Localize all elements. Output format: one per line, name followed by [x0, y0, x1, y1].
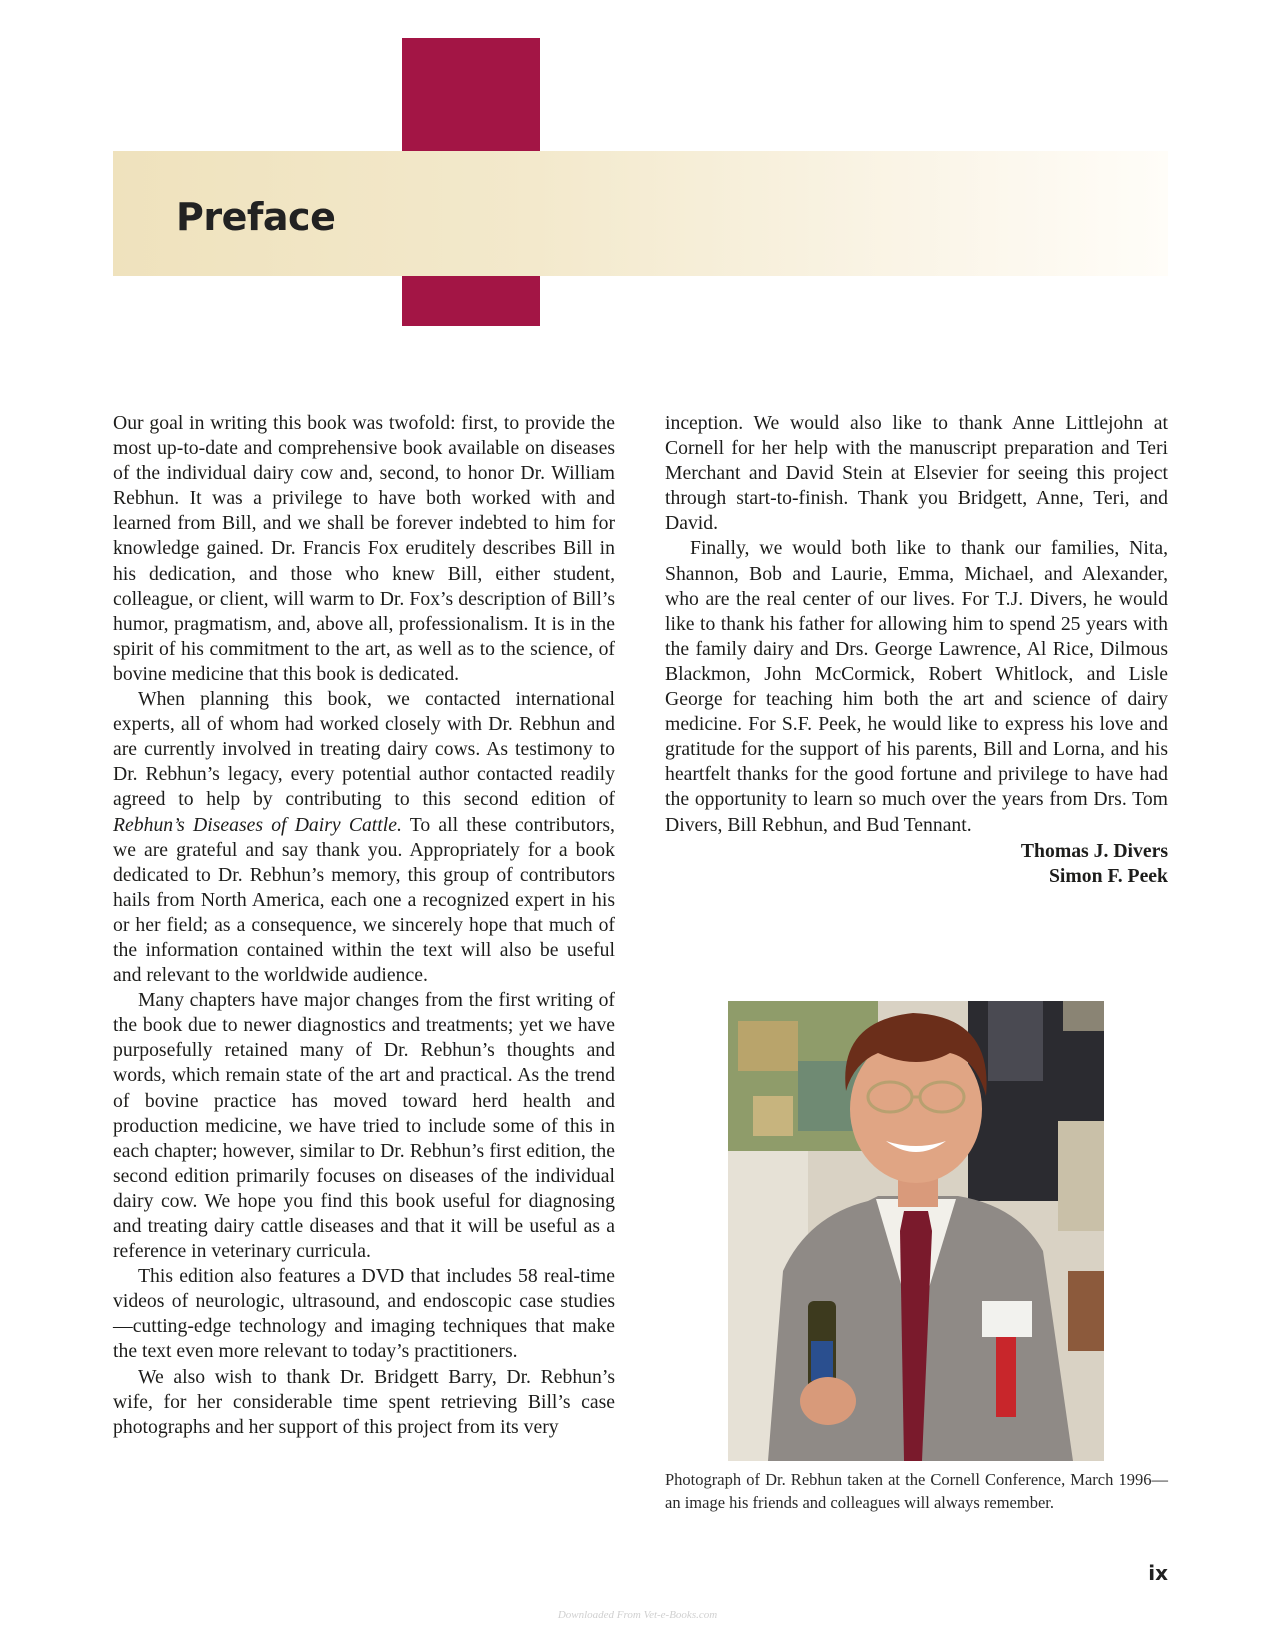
- paragraph: Our goal in writing this book was twofold: first, to provide the most up-to-date and comprehensive book available on diseases of the individual dairy cow and, second, to honor Dr. William Rebhun. It was a privilege to have both worked with and learned from Bill, and we shall be forever indebted to him for knowledge gained. Dr. Francis Fox eruditely describes Bill in his dedication, and those who knew Bill, either student, colleague, or client, will warm to Dr. Fox’s description of Bill’s humor, pragmatism, and, above all, professionalism. It is in the spirit of his commitment to the art, as well as to the science, of bovine medicine that this book is dedicated.: [113, 412, 615, 685]
- paragraph: When planning this book, we contacted international experts, all of whom had worked closely with Dr. Rebhun and are currently involved in treating dairy cows. As testimony to Dr. Rebhun’s legacy, every potential author contacted readily agreed to help by contributing to this second edition of Rebhun’s Diseases of Dairy Cattle. To all these contributors, we are grateful and say thank you. Appropriately for a book dedicated to Dr. Rebhun’s memory, this group of contributors hails from North America, each one a recognized expert in his or her field; as a consequence, we sincerely hope that much of the information contained within the text will also be useful and relevant to the worldwide audience.: [113, 688, 615, 987]
- crimson-accent-bottom: [402, 276, 540, 326]
- title-band: [113, 151, 1168, 276]
- paragraph: This edition also features a DVD that includes 58 real-time videos of neurologic, ultrasound, and endoscopic case studies—cutting-edge technology and imaging techniques that make the text even more relevant to today’s practitioners.: [113, 1265, 615, 1363]
- page-number: ix: [1148, 1561, 1168, 1585]
- paragraph: Many chapters have major changes from the first writing of the book due to newer diagnostics and treatments; yet we have purposefully retained many of Dr. Rebhun’s thoughts and words, which remain state of the art and practical. As the trend of bovine practice has moved toward herd health and production medicine, we have tried to include some of this in each chapter; however, similar to Dr. Rebhun’s first edition, the second edition primarily focuses on diseases of the individual dairy cow. We hope you find this book useful for diagnosing and treating dairy cattle diseases and that it will be useful as a reference in veterinary curricula.: [113, 989, 615, 1263]
- signature-author-2: Simon F. Peek: [1048, 864, 1168, 887]
- right-text-column: [665, 411, 1168, 889]
- left-text-column: [113, 411, 615, 1440]
- signature-author-1: Thomas J. Divers: [1020, 839, 1168, 862]
- signature-block: [665, 839, 1168, 889]
- paragraph: We also wish to thank Dr. Bridgett Barry, Dr. Rebhun’s wife, for her considerable time spent retrieving Bill’s case photographs and her support of this project from its very: [113, 1365, 615, 1438]
- watermark-text: Downloaded From Vet-e-Books.com: [557, 1609, 718, 1621]
- crimson-accent-top: [402, 38, 540, 151]
- book-title-italic: Rebhun’s Diseases of Dairy Cattle.: [113, 813, 402, 836]
- paragraph: Finally, we would both like to thank our families, Nita, Shannon, Bob and Laurie, Emma, Michael, and Alexander, who are the real center of our lives. For T.J. Divers, he would like to thank his father for allowing him to spend 25 years with the family dairy and Drs. George Lawrence, Al Rice, Dilmous Blackmon, John McCormick, Robert Whitlock, and Lisle George for teaching him both the art and science of dairy medicine. For S.F. Peek, he would like to express his love and gratitude for the support of his parents, Bill and Lorna, and his heartfelt thanks for the good fortune and privilege to have had the opportunity to learn so much over the years from Drs. Tom Divers, Bill Rebhun, and Bud Tennant.: [665, 537, 1168, 836]
- photo-caption: Photograph of Dr. Rebhun taken at the Cornell Conference, March 1996—an image his friends and colleagues will always remember.: [665, 1470, 1168, 1512]
- page-title: Preface: [176, 195, 336, 239]
- paragraph: inception. We would also like to thank Anne Littlejohn at Cornell for her help with the manuscript preparation and Teri Merchant and David Stein at Elsevier for seeing this project through start-to-finish. Thank you Bridgett, Anne, Teri, and David.: [665, 412, 1168, 535]
- portrait-photo: [728, 1001, 1104, 1461]
